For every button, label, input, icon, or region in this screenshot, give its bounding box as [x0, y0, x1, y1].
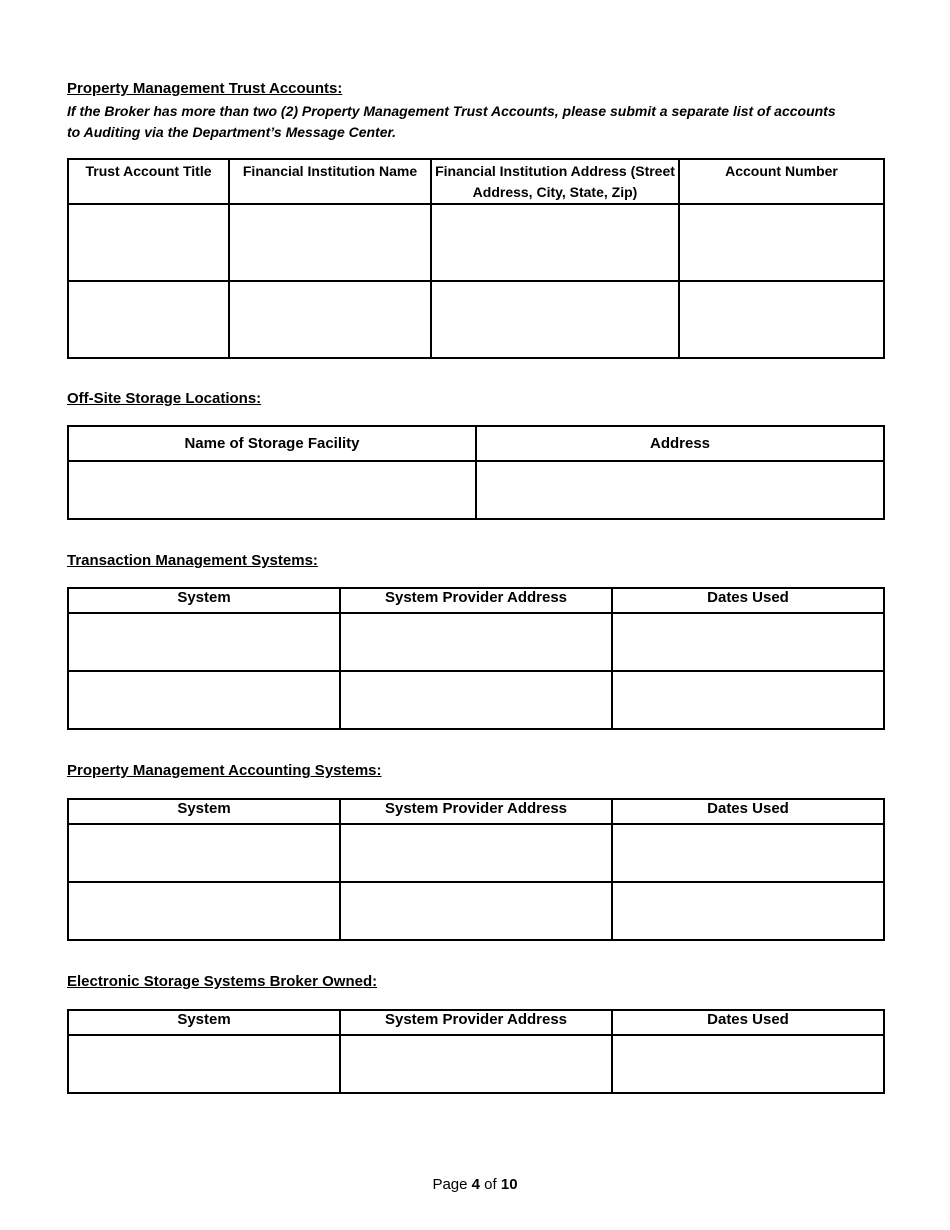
transaction-systems-table [67, 587, 885, 730]
transaction-systems-heading: Transaction Management Systems: [67, 552, 318, 569]
dates-used-cell[interactable] [612, 1035, 884, 1093]
electronic-storage-heading: Electronic Storage Systems Broker Owned: [67, 973, 378, 990]
offsite-storage-heading: Off-Site Storage Locations: [67, 390, 262, 407]
col-system: System [68, 799, 340, 824]
trust-accounts-note: If the Broker has more than two (2) Property Management Trust Accounts, please submit a separate list of accounts to Auditing via the Department’s Message Center. [67, 103, 836, 140]
trust-accounts-heading: Property Management Trust Accounts: [67, 80, 343, 97]
system-cell[interactable] [68, 882, 340, 940]
col-dates-used: Dates Used [612, 588, 884, 613]
system-cell[interactable] [68, 1035, 340, 1093]
provider-address-cell[interactable] [340, 824, 612, 882]
of-label: of [484, 1176, 497, 1193]
table-row [68, 1035, 884, 1093]
table-row [68, 204, 884, 281]
col-dates-used: Dates Used [612, 799, 884, 824]
trust-accounts-table [67, 158, 885, 359]
col-system: System [68, 1010, 340, 1035]
storage-facility-cell[interactable] [68, 461, 476, 519]
trust-account-title-cell[interactable] [68, 204, 229, 281]
system-cell[interactable] [68, 824, 340, 882]
table-row [68, 613, 884, 671]
table-row [68, 281, 884, 358]
col-system-provider-address: System Provider Address [340, 588, 612, 613]
table-row [68, 671, 884, 729]
col-dates-used: Dates Used [612, 1010, 884, 1035]
page-label: Page [432, 1176, 468, 1193]
total-pages-number: 10 [500, 1176, 518, 1193]
storage-address-cell[interactable] [476, 461, 884, 519]
provider-address-cell[interactable] [340, 882, 612, 940]
col-financial-institution-address: Financial Institution Address (Street Address, City, State, Zip) [431, 159, 679, 204]
institution-address-cell[interactable] [431, 204, 679, 281]
table-row [68, 824, 884, 882]
col-storage-facility-name: Name of Storage Facility [68, 426, 476, 461]
current-page-number: 4 [471, 1176, 480, 1193]
dates-used-cell[interactable] [612, 613, 884, 671]
provider-address-cell[interactable] [340, 1035, 612, 1093]
table-row [68, 882, 884, 940]
institution-address-cell[interactable] [431, 281, 679, 358]
accounting-systems-heading: Property Management Accounting Systems: [67, 762, 382, 779]
offsite-storage-table [67, 425, 885, 520]
account-number-cell[interactable] [679, 204, 884, 281]
col-storage-address: Address [476, 426, 884, 461]
account-number-cell[interactable] [679, 281, 884, 358]
col-account-number: Account Number [679, 159, 884, 204]
institution-name-cell[interactable] [229, 204, 431, 281]
col-system: System [68, 588, 340, 613]
col-system-provider-address: System Provider Address [340, 1010, 612, 1035]
col-system-provider-address: System Provider Address [340, 799, 612, 824]
table-row [68, 461, 884, 519]
dates-used-cell[interactable] [612, 671, 884, 729]
accounting-systems-table [67, 798, 885, 941]
col-trust-account-title: Trust Account Title [68, 159, 229, 204]
trust-account-title-cell[interactable] [68, 281, 229, 358]
page-number-footer [0, 1175, 950, 1195]
col-financial-institution-name: Financial Institution Name [229, 159, 431, 204]
system-cell[interactable] [68, 671, 340, 729]
dates-used-cell[interactable] [612, 824, 884, 882]
dates-used-cell[interactable] [612, 882, 884, 940]
provider-address-cell[interactable] [340, 671, 612, 729]
system-cell[interactable] [68, 613, 340, 671]
institution-name-cell[interactable] [229, 281, 431, 358]
provider-address-cell[interactable] [340, 613, 612, 671]
electronic-storage-table [67, 1009, 885, 1094]
